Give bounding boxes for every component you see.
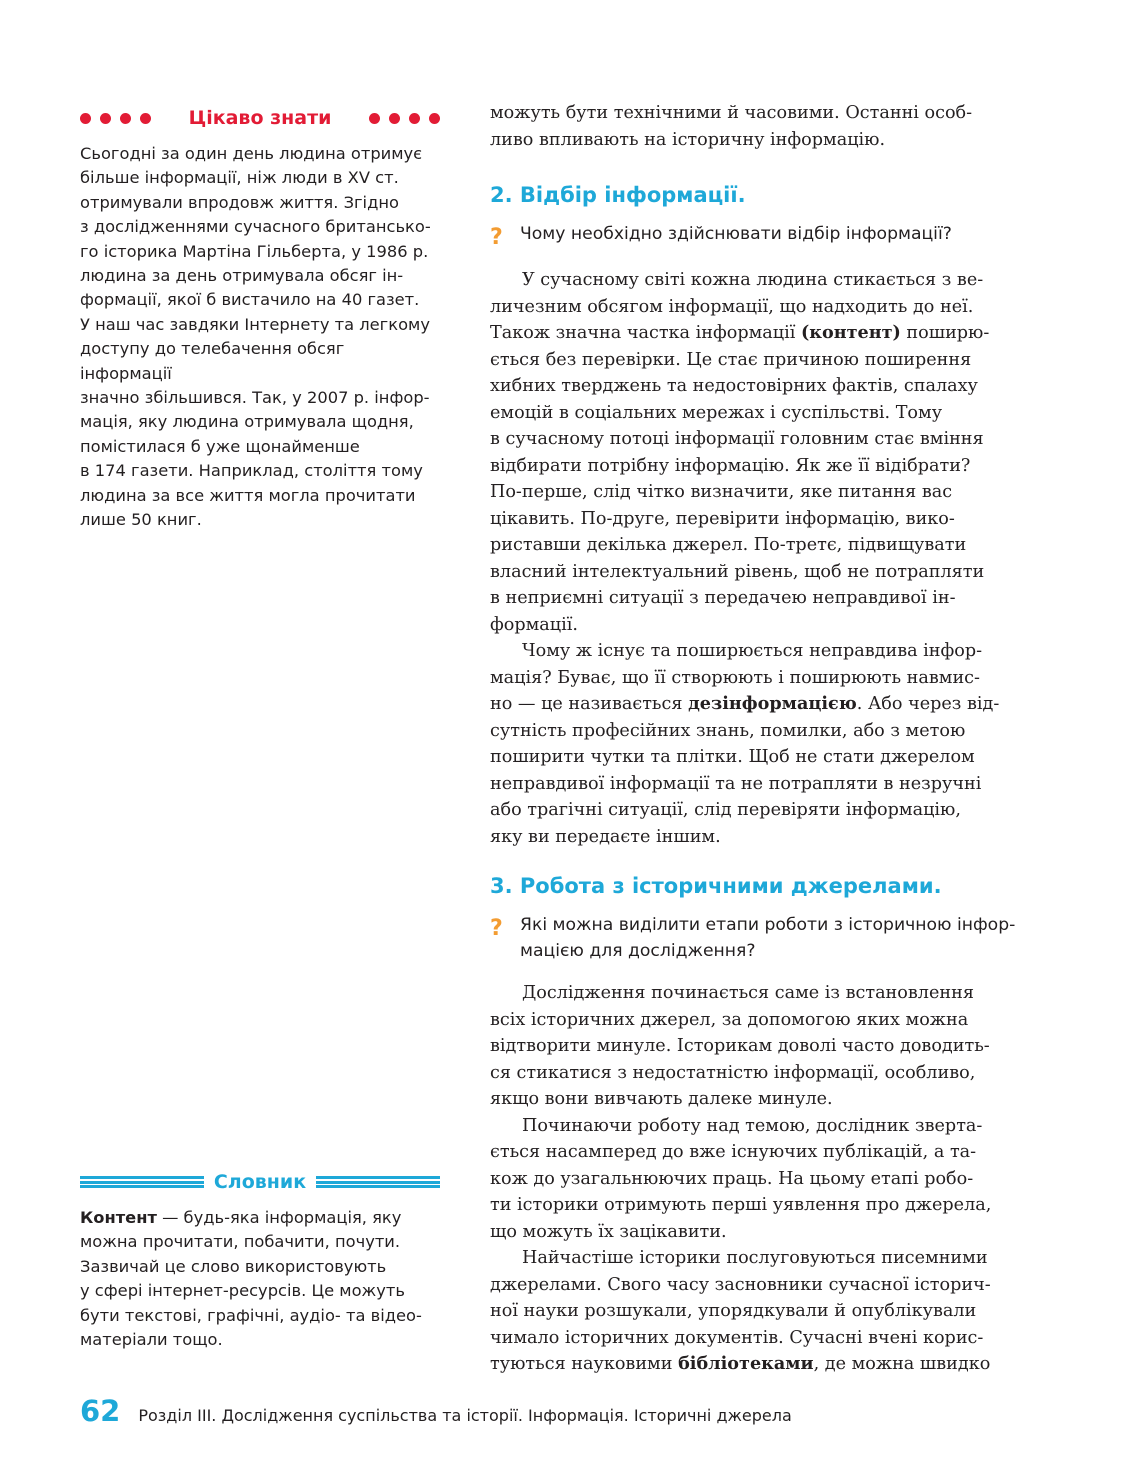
section-3-question bbox=[490, 912, 1056, 964]
interesting-box-header bbox=[80, 104, 440, 132]
page-footer bbox=[80, 1394, 792, 1428]
bold-term: (контент) bbox=[800, 322, 901, 343]
text-run: У сучасному світі кожна людина стикається з ве- личезним обсягом інформації, що надходить до неї. Також значна частка інформації bbox=[490, 270, 984, 343]
section-2-question bbox=[490, 221, 1056, 251]
section-3-paragraph-1: Дослідження починається саме із встановлення всіх історичних джерел, за допомогою яких можна відтворити минуле. Історикам доволі часто доводить- ся стикатися з недостатністю інформації, особливо, якщо вони вивчають далеке минуле. bbox=[490, 983, 990, 1109]
section-2-paragraph-1 bbox=[490, 267, 1056, 638]
dot-icon bbox=[409, 113, 420, 124]
dot-icon bbox=[100, 113, 111, 124]
dot-icon bbox=[140, 113, 151, 124]
text-run: . Або через від- сутність професійних знань, помилки, або з метою поширити чутки та плітки. Щоб не стати джерелом неправдивої інформації та не потрапляти в незручні або трагічні ситуації, слід перевіряти інформацію, яку ви передаєте іншим. bbox=[490, 694, 1000, 847]
glossary-header bbox=[80, 1168, 440, 1196]
glossary-definition: — будь-яка інформація, яку можна прочитати, побачити, почути. Зазвичай це слово використовують у сфері інтернет-ресурсів. Це можуть бути текстові, графічні, аудіо- та відео- матеріали тощо. bbox=[80, 1208, 422, 1350]
glossary-term: Контент bbox=[80, 1208, 157, 1227]
section-2-paragraph-2 bbox=[490, 638, 1056, 850]
text-run: поширю- ється без перевірки. Це стає причиною поширення хибних тверджень та недостовірних фактів, спалаху емоцій в соціальних мережах і суспільстві. Тому в сучасному потоці інформації головним стає вміння відбирати потрібну інформацію. Як же її відібрати? По-перше, слід чітко визначити, яке питання вас цікавить. По-друге, перевірити інформацію, вико- риставши декілька джерел. По-третє, підвищувати власний інтелектуальний рівень, щоб не потрапляти в неприємні ситуації з передачею неправдивої ін- формації. bbox=[490, 323, 990, 635]
dot-icon bbox=[80, 113, 91, 124]
bold-term: дезінформацією bbox=[688, 693, 857, 714]
footer-chapter-title: Розділ ІІІ. Дослідження суспільства та історії. Інформація. Історичні джерела bbox=[138, 1406, 792, 1425]
dots-left-decoration bbox=[80, 113, 151, 124]
page-number: 62 bbox=[80, 1394, 121, 1428]
glossary-title: Словник bbox=[213, 1171, 307, 1193]
section-2-heading: 2. Відбір інформації. bbox=[490, 183, 746, 207]
text-run: , де можна швидко bbox=[813, 1354, 991, 1374]
intro-paragraph: можуть бути технічними й часовими. Останні особ- ливо впливають на історичну інформацію. bbox=[490, 103, 973, 150]
section-2-question-text: Чому необхідно здійснювати відбір інформації? bbox=[520, 224, 952, 244]
dot-icon bbox=[120, 113, 131, 124]
dot-icon bbox=[369, 113, 380, 124]
interesting-box bbox=[80, 104, 440, 533]
text-run: Чому ж існує та поширюється неправдива інфор- мація? Буває, що її створюють і поширюють навмис- но — це називається bbox=[490, 641, 983, 714]
interesting-box-text: Сьогодні за один день людина отримує більше інформації, ніж люди в XV ст. отримували впродовж життя. Згідно з дослідженнями сучасного британсько- го історика Мартіна Гільберта, у 1986 р. людина за день отримувала обсяг ін- формації, якої б вистачило на 40 газет. У наш час завдяки Інтернету та легкому доступу до телебачення обсяг інформації значно збільшився. Так, у 2007 р. інфор- мація, яку людина отримувала щодня, помістилася б уже щонайменше в 174 газети. Наприклад, століття тому людина за все життя могла прочитати лише 50 книг. bbox=[80, 144, 431, 530]
question-mark-icon: ? bbox=[490, 916, 503, 941]
section-3-paragraph-3 bbox=[490, 1245, 1056, 1378]
glossary-box bbox=[80, 1168, 440, 1352]
text-run: Найчастіше історики послуговуються писемними джерелами. Свого часу засновники сучасної історич- ної науки розшукали, упорядкували й опублікували чимало історичних документів. Сучасні вчені корис- туються науковими bbox=[490, 1248, 991, 1374]
section-3-paragraph-2: Починаючи роботу над темою, дослідник зверта- ється насамперед до вже існуючих публікацій, а та- кож до узагальнюючих праць. На цьому етапі робо- ти історики отримують перші уявлення про джерела, що можуть їх зацікавити. bbox=[490, 1115, 992, 1242]
main-column bbox=[490, 100, 1056, 1378]
bold-term: бібліотеками bbox=[678, 1353, 814, 1374]
question-mark-icon: ? bbox=[490, 225, 503, 250]
dot-icon bbox=[389, 113, 400, 124]
glossary-text bbox=[80, 1206, 440, 1352]
section-3-heading: 3. Робота з історичними джерелами. bbox=[490, 874, 942, 898]
dots-right-decoration bbox=[369, 113, 440, 124]
interesting-box-title: Цікаво знати bbox=[188, 107, 332, 129]
glossary-lines-right-decoration bbox=[316, 1176, 440, 1188]
section-3-question-text: Які можна виділити етапи роботи з історичною інфор- мацією для дослідження? bbox=[520, 915, 1016, 961]
glossary-lines-left-decoration bbox=[80, 1176, 204, 1188]
dot-icon bbox=[429, 113, 440, 124]
